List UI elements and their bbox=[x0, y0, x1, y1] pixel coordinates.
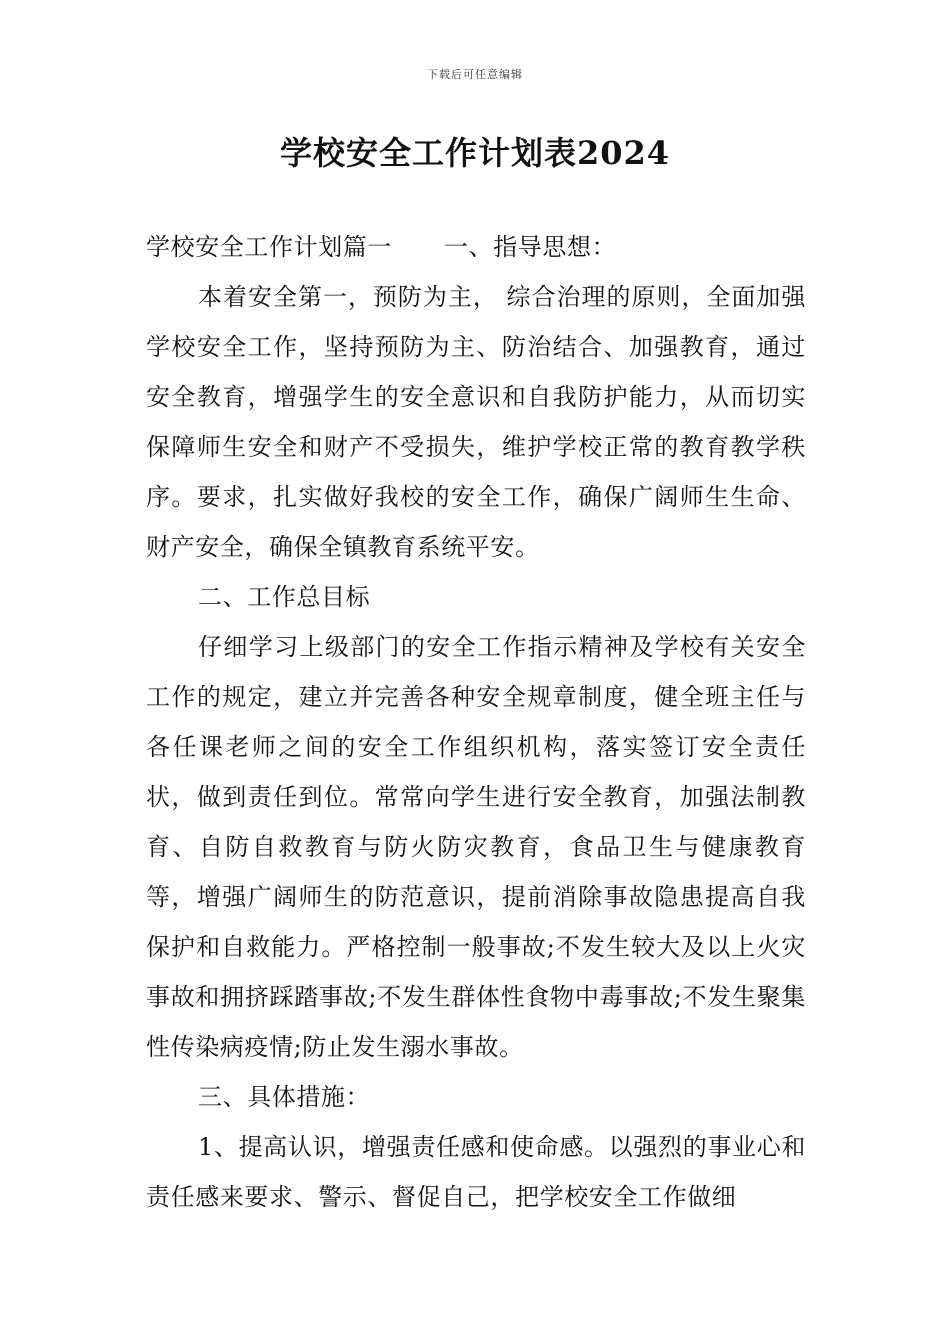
part-label: 学校安全工作计划篇一 bbox=[146, 233, 392, 261]
document-title: 学校安全工作计划表2024 bbox=[279, 134, 671, 172]
paragraph-measure-1: 1、提高认识，增强责任感和使命感。以强烈的事业心和责任感来要求、警示、督促自己，把学校安全工作做细 bbox=[146, 1133, 806, 1211]
lead-line bbox=[146, 222, 806, 272]
section-heading-1: 一、指导思想： bbox=[444, 233, 617, 261]
paragraph-overall-goal: 仔细学习上级部门的安全工作指示精神及学校有关安全工作的规定，建立并完善各种安全规章制度，健全班主任与各任课老师之间的安全工作组织机构，落实签订安全责任状，做到责任到位。常常向学生进行安全教育，加强法制教育、自防自救教育与防火防灾教育，食品卫生与健康教育等，增强广阔师生的防范意识，提前消除事故隐患提高自我保护和自救能力。严格控制一般事故;不发生较大及以上火灾事故和拥挤踩踏事故;不发生群体性食物中毒事故;不发生聚集性传染病疫情;防止发生溺水事故。 bbox=[146, 633, 806, 1061]
document-body bbox=[146, 222, 806, 1222]
section-heading-2: 二、工作总目标 bbox=[198, 583, 371, 611]
header-note: 下载后可任意编辑 bbox=[427, 68, 523, 81]
section-heading-3: 三、具体措施： bbox=[198, 1083, 371, 1111]
paragraph-guiding-thought: 本着安全第一，预防为主， 综合治理的原则，全面加强学校安全工作，坚持预防为主、防治结合、加强教育，通过安全教育，增强学生的安全意识和自我防护能力，从而切实保障师生安全和财产不受损失，维护学校正常的教育教学秩序。要求，扎实做好我校的安全工作，确保广阔师生生命、财产安全，确保全镇教育系统平安。 bbox=[146, 283, 806, 561]
